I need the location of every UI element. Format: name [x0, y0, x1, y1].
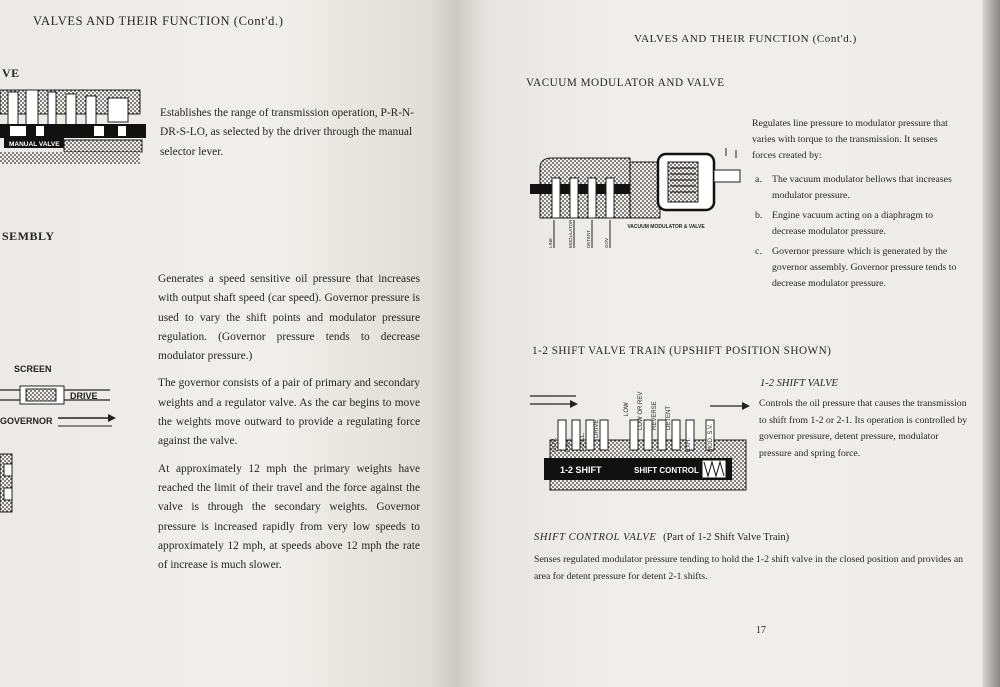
vacuum-intro: Regulates line pressure to modulator pressure that varies with torque to the transmission. It senses forces created by:: [752, 118, 948, 161]
port-label-line: LINE: [548, 237, 553, 248]
shift-valve-train-diagram: [530, 380, 750, 496]
vacuum-force-list: [755, 172, 965, 296]
governor-section-fragment: SEMBLY: [2, 229, 55, 243]
shift-control-title: SHIFT CONTROL VALVE: [534, 532, 657, 543]
port-reverse: REVERSE: [652, 401, 658, 430]
shift-control-paragraph: Senses regulated modulator pressure tending to hold the 1-2 shift valve in the closed position and provides an area for detent pressure for detent 2-1 shifts.: [534, 554, 964, 582]
port-1-2-cl: 1-2 CL.: [580, 432, 586, 452]
left-page: [0, 0, 462, 687]
governor-diagram: [0, 360, 120, 520]
port-label-modulator: MODULATOR: [568, 219, 573, 248]
shift-valve-paragraph: Controls the oil pressure that causes the transmission to shift from 1-2 or 2-1. Its operation is controlled by governor pressure, detent pressure, modulator pressure and spring force.: [759, 398, 968, 459]
governor-label: GOVERNOR: [0, 416, 53, 426]
vacuum-modulator-diagram: [530, 148, 750, 256]
manual-valve-section-fragment: VE: [2, 66, 20, 80]
vacuum-modulator-title: VACUUM MODULATOR AND VALVE: [526, 77, 725, 89]
shift-control-label: SHIFT CONTROL: [634, 466, 699, 475]
shift-valve-subhead: 1-2 SHIFT VALVE: [760, 378, 838, 389]
governor-paragraph-1: Generates a speed sensitive oil pressure that increases with output shaft speed (car speed). Governor pressure is used to vary the shift points and modulator pressure regulation. (Governor pressure tends to decrease modulator pressure.): [158, 273, 420, 363]
shift-valve-label: 1-2 SHIFT: [560, 465, 602, 475]
port-exh-1: EXH.: [566, 437, 572, 452]
manual-valve-diagram: [0, 88, 148, 166]
manual-valve-paragraph: Establishes the range of transmission operation, P-R-N-DR-S-LO, as selected by the driver through the manual selector lever.: [160, 107, 415, 158]
port-mod-sv: MOD. S.V.: [708, 423, 714, 452]
right-page: [458, 0, 982, 687]
governor-text: [158, 270, 420, 575]
manual-valve-label: MANUAL VALVE: [9, 141, 60, 148]
drive-label: DRIVE: [70, 391, 98, 401]
governor-paragraph-3: At approximately 12 mph the primary weights have reached the limit of their travel and the force against the valve is through the secondary weights. Governor pressure is increased rapidly from very low speeds to approximately 12 mph, at speeds above 12 mph the rate of increase is much slower.: [158, 462, 420, 572]
shift-control-heading: [534, 532, 789, 543]
port-low-or-rev: LOW OR REV: [638, 391, 644, 430]
shift-valve-train-title: 1-2 SHIFT VALVE TRAIN (UPSHIFT POSITION SHOWN): [532, 345, 832, 357]
port-drive: DRIVE: [594, 419, 600, 438]
port-gov: GOV.: [552, 437, 558, 452]
shift-control-title-suffix: (Part of 1-2 Shift Valve Train): [663, 532, 790, 543]
left-running-head: VALVES AND THEIR FUNCTION (Cont'd.): [33, 14, 284, 28]
force-item-a: a. The vacuum modulator bellows that increases modulator pressure.: [755, 174, 952, 201]
book-edge: [982, 0, 1000, 687]
port-label-gov: GOV: [604, 237, 609, 248]
screen-label: SCREEN: [14, 364, 52, 374]
port-low: LOW: [624, 402, 630, 416]
governor-paragraph-2: The governor consists of a pair of primary and secondary weights and a regulator valve. As the car begins to move the weights move outward to provide a regulating force against the valve.: [158, 377, 420, 448]
vacuum-diagram-caption: VACUUM MODULATOR & VALVE: [627, 224, 705, 230]
page-number: 17: [756, 625, 766, 636]
right-running-head: VALVES AND THEIR FUNCTION (Cont'd.): [634, 33, 857, 45]
force-item-c: c. Governor pressure which is generated by the governor assembly. Governor pressure tends to decrease modulator pressure.: [755, 246, 957, 289]
port-detent: DETENT: [666, 406, 672, 430]
port-exh-2: EXH.: [686, 437, 692, 452]
force-item-b: b. Engine vacuum acting on a diaphragm to decrease modulator pressure.: [755, 210, 934, 237]
port-label-detent: DETENT: [586, 230, 591, 248]
